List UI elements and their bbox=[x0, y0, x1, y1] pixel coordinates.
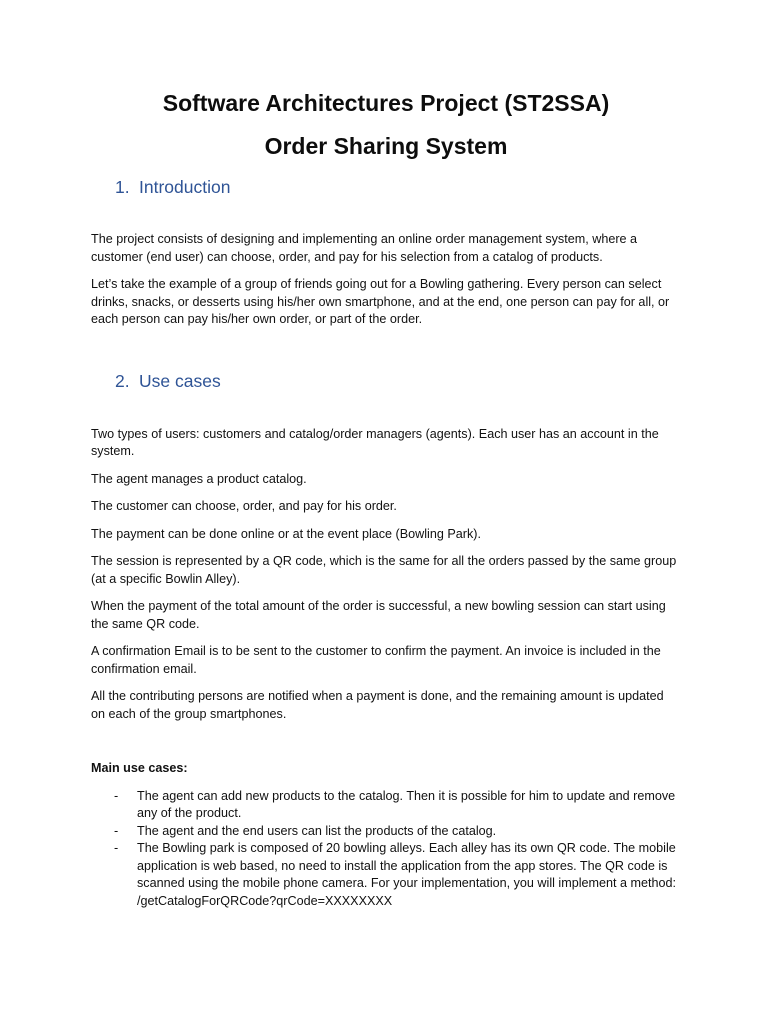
paragraph: A confirmation Email is to be sent to the customer to confirm the payment. An invoice is included in the confirmation email. bbox=[91, 644, 661, 676]
list-item-text: The Bowling park is composed of 20 bowling alleys. Each alley has its own QR code. The mobile application is web based, no need to install the application from the app stores. The QR code is scanned using the mobile phone camera. For your implementation, you will implement a method: /getCatalogForQRCode?qrCode=XXXXXXXX bbox=[137, 841, 677, 908]
list-item bbox=[91, 788, 681, 823]
list-item-text: The agent can add new products to the catalog. Then it is possible for him to update and remove any of the product. bbox=[137, 788, 676, 820]
section-heading-use-cases bbox=[91, 369, 681, 393]
list-item bbox=[91, 840, 681, 910]
section-body-use-cases bbox=[91, 426, 681, 724]
document-subtitle: Order Sharing System bbox=[264, 133, 508, 159]
list-item bbox=[91, 823, 681, 841]
section-title: Use cases bbox=[139, 370, 221, 391]
paragraph: The customer can choose, order, and pay for his order. bbox=[91, 499, 397, 513]
section-title: Introduction bbox=[139, 177, 231, 197]
paragraph: Two types of users: customers and catalog/order managers (agents). Each user has an account in the system. bbox=[91, 426, 659, 458]
paragraph: Let’s take the example of a group of friends going out for a Bowling gathering. Every person can select drinks, snacks, or desserts using his/her own smartphone, and at the end, one person can pay for all, or each person can pay his/her own order, or part of the order. bbox=[91, 277, 670, 326]
section-body-introduction bbox=[91, 231, 681, 329]
list-bullet: - bbox=[114, 788, 119, 803]
paragraph: All the contributing persons are notified when a payment is done, and the remaining amount is updated on each of the group smartphones. bbox=[91, 689, 664, 721]
paragraph: The session is represented by a QR code, which is the same for all the orders passed by the same group (at a specific Bowlin Alley). bbox=[91, 554, 677, 586]
paragraph: The agent manages a product catalog. bbox=[91, 471, 307, 486]
section-number: 2. bbox=[115, 370, 130, 391]
paragraph: When the payment of the total amount of the order is successful, a new bowling session can start using the same QR code. bbox=[91, 599, 666, 631]
paragraph: The project consists of designing and implementing an online order management system, where a customer (end user) can choose, order, and pay for his selection from a catalog of products. bbox=[91, 232, 638, 264]
section-number: 1. bbox=[115, 177, 130, 197]
list-bullet: - bbox=[114, 823, 119, 838]
list-item-text: The agent and the end users can list the products of the catalog. bbox=[137, 823, 497, 838]
document-content bbox=[91, 86, 681, 910]
paragraph: The payment can be done online or at the event place (Bowling Park). bbox=[91, 526, 481, 541]
main-use-cases-list bbox=[91, 788, 681, 911]
section-heading-introduction bbox=[91, 175, 681, 199]
document-title: Software Architectures Project (ST2SSA) bbox=[162, 90, 610, 116]
list-bullet: - bbox=[114, 841, 119, 855]
main-use-cases-label: Main use cases: bbox=[91, 761, 188, 775]
